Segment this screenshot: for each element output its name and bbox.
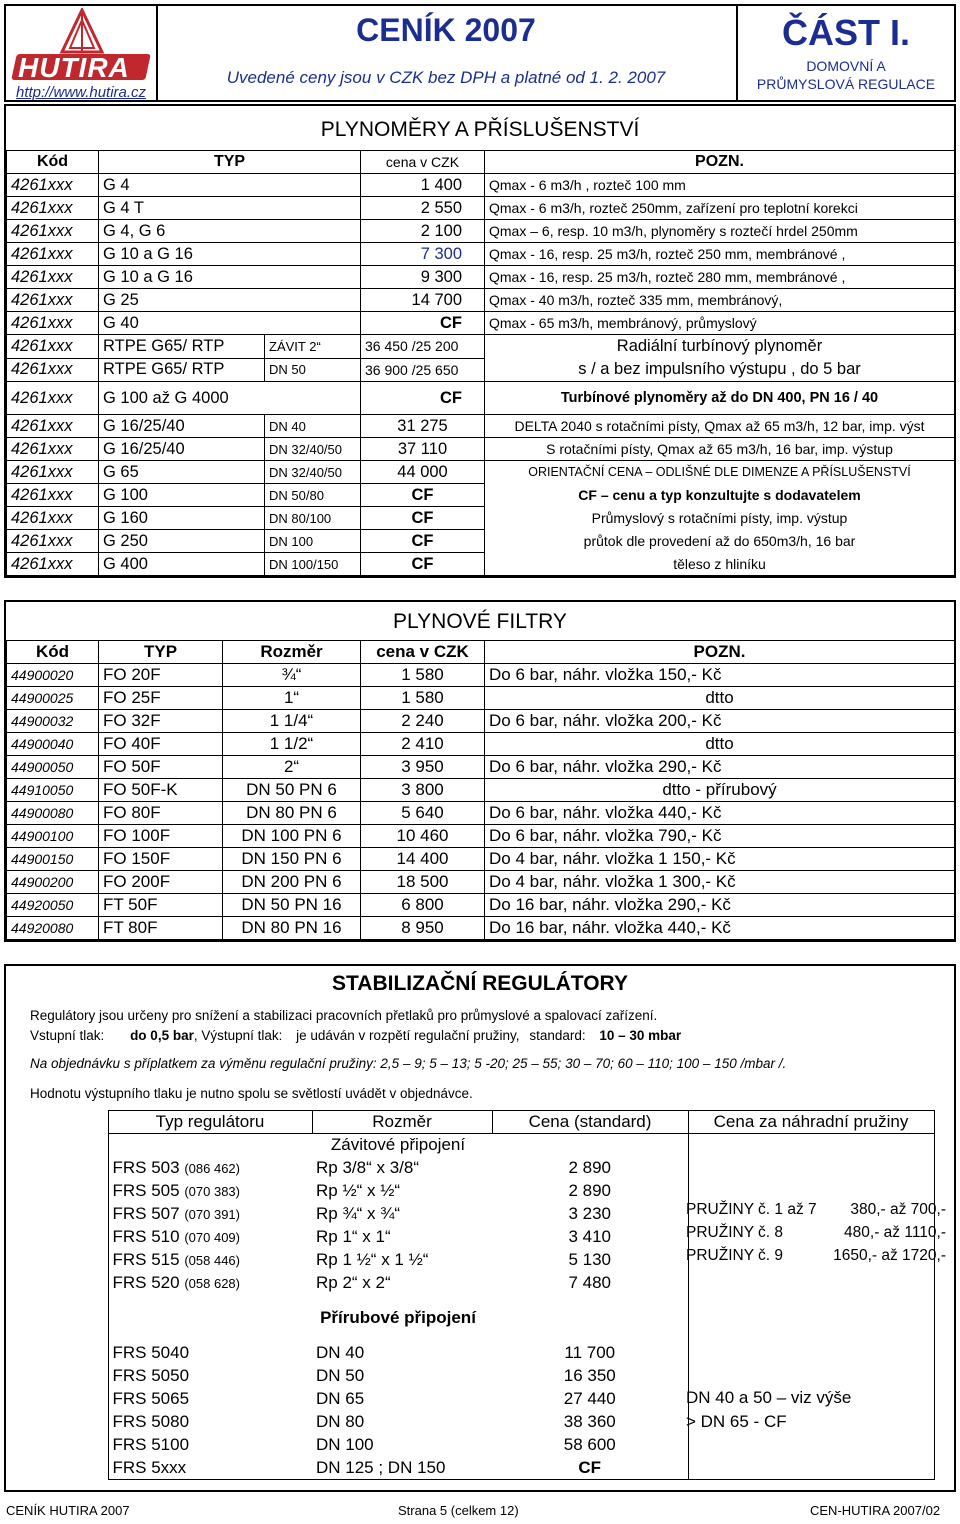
row-type: G 40 [99,312,361,335]
output-pressure-label: , Výstupní tlak: [193,1028,283,1043]
row-price: 6 800 [361,894,485,917]
row-type: FRS 5xxx [108,1457,312,1480]
subheader-flange: Přírubové připojení [108,1307,688,1330]
row-connection: ZÁVIT 2“ [265,335,361,359]
row-note: Qmax - 40 m3/h, rozteč 335 mm, membránový, [485,289,955,312]
row-type: G 250 [99,530,265,553]
row-type: FRS 5080 [108,1411,312,1434]
row-type: G 100 až G 4000 [99,382,361,415]
table-header-row [7,641,955,664]
row-code: 44900032 [7,710,99,733]
table-row [7,779,955,802]
row-size: DN 40 [316,1343,365,1362]
row-code: 4261xxx [7,358,99,382]
row-price: 58 600 [492,1434,688,1457]
row-price: 2 240 [361,710,485,733]
row-price: 2 890 [492,1180,688,1203]
subheader-row [26,1134,934,1157]
row-price: 10 460 [361,825,485,848]
row-code: 4261xxx [7,220,99,243]
table-row [7,687,955,710]
row-type: FRS 5065 [108,1388,312,1411]
row-price: 36 900 /25 650 [361,358,485,382]
section2-title-row [6,602,954,640]
col-header-code: Kód [7,641,99,664]
rotary-rows [7,415,955,576]
row-price: CF [361,382,485,415]
row-price: 16 350 [492,1365,688,1388]
row-connection: DN 100/150 [265,553,361,576]
row-type: RTPE G65/ RTP [99,335,265,359]
regulator-type: FRS 515 [112,1250,180,1269]
table-header-row [7,151,955,174]
section3-title: STABILIZAČNÍ REGULÁTORY [332,972,628,995]
row-type [108,1180,312,1203]
table-row [7,825,955,848]
regulator-type: FRS 510 [112,1227,180,1246]
row-code: 4261xxx [7,415,99,438]
row-type: G 100 [99,484,265,507]
row-code: 4261xxx [7,266,99,289]
row-note: ORIENTAČNÍ CENA – ODLIŠNÉ DLE DIMENZE A PŘÍSLUŠENSTVÍ [485,461,955,484]
col-header-code: Kód [7,151,99,174]
flange-note [686,1386,851,1434]
standard-label: standard: [529,1028,586,1043]
col-header-price: cena v CZK [361,151,485,174]
row-type: FO 50F-K [99,779,223,802]
header-part-area [738,6,954,100]
filter-table [6,640,955,940]
row-type [108,1157,312,1180]
row-code: 4261xxx [7,174,99,197]
row-size: DN 200 PN 6 [223,871,361,894]
row-type: FO 20F [99,664,223,687]
part-sub2: PRŮMYSLOVÁ REGULACE [756,76,936,92]
row-code: 4261xxx [7,484,99,507]
row-size: DN 100 [316,1435,374,1454]
row-price: 7 300 [361,243,485,266]
row-price: 7 480 [492,1272,688,1295]
meter-rows [7,174,955,335]
spacer-row [26,1295,934,1307]
row-size: 1 1/4“ [223,710,361,733]
row-type: G 16/25/40 [99,438,265,461]
input-pressure-value: do 0,5 bar [130,1028,194,1043]
row-price: 31 275 [361,415,485,438]
order-code: (070 383) [184,1184,240,1199]
row-size: DN 50 PN 16 [223,894,361,917]
table-row [7,553,955,576]
regulator-type: FRS 503 [112,1158,180,1177]
row-type [108,1203,312,1226]
row-size: 2“ [223,756,361,779]
spring-label: PRUŽINY č. 1 až 7 [686,1201,817,1218]
input-pressure-label: Vstupní tlak: [30,1028,105,1043]
row-note: CF – cenu a typ konzultujte s dodavatelem [485,484,955,507]
table-row [26,1157,934,1180]
row-connection: DN 32/40/50 [265,438,361,461]
row-note: Do 4 bar, náhr. vložka 1 150,- Kč [485,848,955,871]
col-header-price: Cena (standard) [492,1111,688,1134]
row-size: Rp 3/8“ x 3/8“ [316,1158,419,1177]
section-gas-filters [4,600,956,942]
rtpe-note [485,335,955,382]
row-note: Do 6 bar, náhr. vložka 290,- Kč [485,756,955,779]
table-row [7,710,955,733]
table-row [7,461,955,484]
table-row [7,871,955,894]
footer-page: Strana 5 (celkem 12) [398,1503,519,1518]
row-type: FO 32F [99,710,223,733]
order-code: (058 628) [184,1276,240,1291]
row-note: Qmax - 65 m3/h, membránový, průmyslový [485,312,955,335]
row-note: dtto - přírubový [485,779,955,802]
spring-prices [686,1198,946,1267]
part-label: ČÁST I. [781,12,910,53]
table-row [7,312,955,335]
table-row [7,848,955,871]
row-note: Do 4 bar, náhr. vložka 1 300,- Kč [485,871,955,894]
row-size: DN 50 PN 6 [223,779,361,802]
table-row [7,664,955,687]
spring-label: PRUŽINY č. 8 [686,1224,784,1241]
col-header-price: cena v CZK [361,641,485,664]
row-code: 4261xxx [7,289,99,312]
row-code: 4261xxx [7,507,99,530]
table-row [7,438,955,461]
page-header [4,4,956,102]
row-code: 44900150 [7,848,99,871]
row-note: Qmax - 16, resp. 25 m3/h, rozteč 280 mm, membránové , [485,266,955,289]
table-row [7,335,955,359]
table-row [26,1457,934,1480]
row-type: FO 80F [99,802,223,825]
row-code: 44920080 [7,917,99,940]
section2-title: PLYNOVÉ FILTRY [393,610,567,633]
row-type: FRS 5040 [108,1342,312,1365]
row-size: Rp 2“ x 2“ [316,1273,391,1292]
row-price: CF [361,312,485,335]
row-code: 44910050 [7,779,99,802]
col-header-type: TYP [99,151,361,174]
row-code: 4261xxx [7,335,99,359]
row-type: G 4 T [99,197,361,220]
row-note: S rotačními písty, Qmax až 65 m3/h, 16 bar, imp. výstup [485,438,955,461]
row-price: 3 410 [492,1226,688,1249]
table-row [26,1434,934,1457]
table-row [7,802,955,825]
row-note: Do 6 bar, náhr. vložka 150,- Kč [485,664,955,687]
row-type [108,1249,312,1272]
spacer-row [26,1330,934,1342]
table-row [7,507,955,530]
row-price: 2 100 [361,220,485,243]
validity-note: Uvedené ceny jsou v CZK bez DPH a platné od 1. 2. 2007 [226,68,666,87]
gas-meter-table [6,150,955,576]
table-row [7,289,955,312]
row-size: DN 150 PN 6 [223,848,361,871]
row-note: Do 6 bar, náhr. vložka 790,- Kč [485,825,955,848]
row-price: 8 950 [361,917,485,940]
row-type: FRS 5050 [108,1365,312,1388]
row-type: G 65 [99,461,265,484]
row-connection: DN 40 [265,415,361,438]
header-title-area [158,6,738,100]
row-code: 44900100 [7,825,99,848]
row-price: 1 580 [361,687,485,710]
row-price: 5 130 [492,1249,688,1272]
row-code: 4261xxx [7,530,99,553]
row-price: CF [361,507,485,530]
row-code: 4261xxx [7,438,99,461]
row-code: 44900020 [7,664,99,687]
logo-text: HUTIRA [18,52,130,83]
page-title: CENÍK 2007 [356,12,536,48]
regulator-type: FRS 507 [112,1204,180,1223]
row-price: 1 580 [361,664,485,687]
spring-price-row [686,1244,946,1267]
row-size: Rp ¾“ x ¾“ [316,1204,401,1223]
table-row [7,917,955,940]
footer-right: CEN-HUTIRA 2007/02 [810,1503,941,1518]
row-code: 44900080 [7,802,99,825]
table-row [7,243,955,266]
col-header-note: POZN. [485,641,955,664]
footer-left: CENÍK HUTIRA 2007 [6,1503,130,1518]
row-price: 37 110 [361,438,485,461]
table-row [7,382,955,415]
row-price: 2 550 [361,197,485,220]
row-size: Rp 1“ x 1“ [316,1227,391,1246]
row-code: 44900040 [7,733,99,756]
row-note: Průmyslový s rotačními písty, imp. výstup [485,507,955,530]
logo-area [6,6,158,100]
order-code: (058 446) [184,1253,240,1268]
intro-line-3: Na objednávku s příplatkem za výměnu regulační pružiny: 2,5 – 9; 5 – 13; 5 -20; 25 – 55; 30 – 70; 60 – 110; 100 – 150 /mbar /. [30,1056,787,1071]
intro-line-4: Hodnotu výstupního tlaku je nutno spolu se světlostí uvádět v objednávce. [30,1086,473,1101]
spring-label: PRUŽINY č. 9 [686,1247,784,1264]
section1-title: PLYNOMĚRY A PŘÍSLUŠENSTVÍ [320,118,640,141]
row-note: Do 16 bar, náhr. vložka 440,- Kč [485,917,955,940]
table-row [7,415,955,438]
row-code: 44920050 [7,894,99,917]
row-size: 1“ [223,687,361,710]
row-code: 44900050 [7,756,99,779]
spring-price-row [686,1221,946,1244]
output-pressure-desc: je udáván v rozpětí regulační pružiny, [296,1028,520,1043]
row-note: těleso z hliníku [485,553,955,576]
row-connection: DN 32/40/50 [265,461,361,484]
regulator-type: FRS 505 [112,1181,180,1200]
row-code: 4261xxx [7,312,99,335]
row-size: ¾“ [223,664,361,687]
row-type: FO 200F [99,871,223,894]
row-connection: DN 50/80 [265,484,361,507]
row-note: průtok dle provedení až do 650m3/h, 16 bar [485,530,955,553]
section1-title-row [6,106,954,150]
row-type: RTPE G65/ RTP [99,358,265,382]
row-type: G 400 [99,553,265,576]
table-row [26,1365,934,1388]
row-size: DN 50 [316,1366,365,1385]
row-code: 4261xxx [7,461,99,484]
table-row [26,1272,934,1295]
row-type: G 10 a G 16 [99,243,361,266]
row-size: DN 125 ; DN 150 [312,1457,492,1480]
row-type [108,1272,312,1295]
row-price: 2 890 [492,1157,688,1180]
row-note: Do 6 bar, náhr. vložka 440,- Kč [485,802,955,825]
filter-rows [7,664,955,940]
row-size: DN 80 PN 16 [223,917,361,940]
table-row [7,756,955,779]
table-row [7,266,955,289]
row-note: Qmax - 6 m3/h, rozteč 250mm, zařízení pro teplotní korekci [485,197,955,220]
row-type: G 16/25/40 [99,415,265,438]
row-code: 44900025 [7,687,99,710]
row-type: FT 80F [99,917,223,940]
row-type: G 160 [99,507,265,530]
order-code: (070 391) [184,1207,240,1222]
spring-price: 1650,- až 1720,- [833,1247,946,1264]
row-price: CF [361,553,485,576]
spring-price-row [686,1198,946,1221]
row-price: 44 000 [361,461,485,484]
row-size: DN 80 PN 6 [223,802,361,825]
subheader-thread: Závitové připojení [108,1134,688,1157]
row-type: FRS 5100 [108,1434,312,1457]
row-note: Do 16 bar, náhr. vložka 290,- Kč [485,894,955,917]
flange-note-line1: DN 40 a 50 – viz výše [686,1388,852,1407]
part-sub1: DOMOVNÍ A [806,58,886,74]
row-price: 1 400 [361,174,485,197]
company-link[interactable]: http://www.hutira.cz [16,84,147,101]
row-connection: DN 80/100 [265,507,361,530]
row-price: 5 640 [361,802,485,825]
table-row [7,484,955,507]
col-header-regulator-type: Typ regulátoru [108,1111,312,1134]
col-header-size: Rozměr [312,1111,492,1134]
row-price: CF [492,1457,688,1480]
row-type: FO 40F [99,733,223,756]
subheader-row [26,1307,934,1330]
row-code: 4261xxx [7,243,99,266]
row-type [108,1226,312,1249]
row-type: FO 150F [99,848,223,871]
row-price: 3 230 [492,1203,688,1226]
order-code: (086 462) [184,1161,240,1176]
row-note: dtto [485,687,955,710]
standard-value: 10 – 30 mbar [599,1028,682,1043]
row-code: 4261xxx [7,553,99,576]
row-note: Qmax - 16, resp. 25 m3/h, rozteč 250 mm, membránové , [485,243,955,266]
col-header-spring-price: Cena za náhradní pružiny [688,1111,934,1134]
row-type: FT 50F [99,894,223,917]
row-connection: DN 100 [265,530,361,553]
row-price: 36 450 /25 200 [361,335,485,359]
spring-price: 380,- až 700,- [850,1201,946,1218]
row-type: G 25 [99,289,361,312]
row-note: Qmax – 6, resp. 10 m3/h, plynoměry s roztečí hrdel 250mm [485,220,955,243]
row-note: Turbínové plynoměry až do DN 400, PN 16 / 40 [485,382,955,415]
col-header-type: TYP [99,641,223,664]
intro-line-2 [30,1028,681,1043]
row-type: G 10 a G 16 [99,266,361,289]
table-row [26,1342,934,1365]
table-row [7,197,955,220]
row-note: dtto [485,733,955,756]
row-size: 1 1/2“ [223,733,361,756]
row-price: 3 800 [361,779,485,802]
row-type: G 4 [99,174,361,197]
intro-line-1: Regulátory jsou určeny pro snížení a stabilizaci pracovních přetlaků pro průmyslové a spalovací zařízení. [30,1008,658,1023]
regulator-type: FRS 520 [112,1273,180,1292]
row-note: Qmax - 6 m3/h , rozteč 100 mm [485,174,955,197]
flange-note-line2: > DN 65 - CF [686,1412,787,1431]
row-price: 9 300 [361,266,485,289]
row-price: 14 400 [361,848,485,871]
row-type: FO 25F [99,687,223,710]
table-row [7,220,955,243]
section-gas-meters [4,104,956,578]
row-size: DN 80 [316,1412,365,1431]
row-code: 4261xxx [7,197,99,220]
row-size: Rp 1 ½“ x 1 ½“ [316,1250,429,1269]
table-row [7,174,955,197]
table-row [7,894,955,917]
row-type: G 4, G 6 [99,220,361,243]
row-type: FO 50F [99,756,223,779]
row-note: Do 6 bar, náhr. vložka 200,- Kč [485,710,955,733]
table-header-row [26,1111,934,1134]
row-price: 18 500 [361,871,485,894]
col-header-note: POZN. [485,151,955,174]
row-price: 14 700 [361,289,485,312]
row-price: 2 410 [361,733,485,756]
rtpe-note-line1: Radiální turbínový plynoměr [616,337,823,355]
row-type: FO 100F [99,825,223,848]
row-size: DN 65 [316,1389,365,1408]
table-row [7,733,955,756]
table-row [7,530,955,553]
row-code: 44900200 [7,871,99,894]
row-code: 4261xxx [7,382,99,415]
spring-price: 480,- až 1110,- [844,1224,946,1241]
row-note: DELTA 2040 s rotačními písty, Qmax až 65 m3/h, 12 bar, imp. výst [485,415,955,438]
row-price: CF [361,530,485,553]
row-price: 3 950 [361,756,485,779]
row-price: 38 360 [492,1411,688,1434]
logo-emblem-icon [58,8,106,54]
row-price: 27 440 [492,1388,688,1411]
order-code: (070 409) [184,1230,240,1245]
row-price: CF [361,484,485,507]
section-regulators [4,964,956,1492]
rtpe-note-line2: s / a bez impulsního výstupu , do 5 bar [578,360,861,378]
row-connection: DN 50 [265,358,361,382]
row-price: 11 700 [492,1342,688,1365]
col-header-size: Rozměr [223,641,361,664]
row-size: DN 100 PN 6 [223,825,361,848]
row-size: Rp ½“ x ½“ [316,1181,401,1200]
